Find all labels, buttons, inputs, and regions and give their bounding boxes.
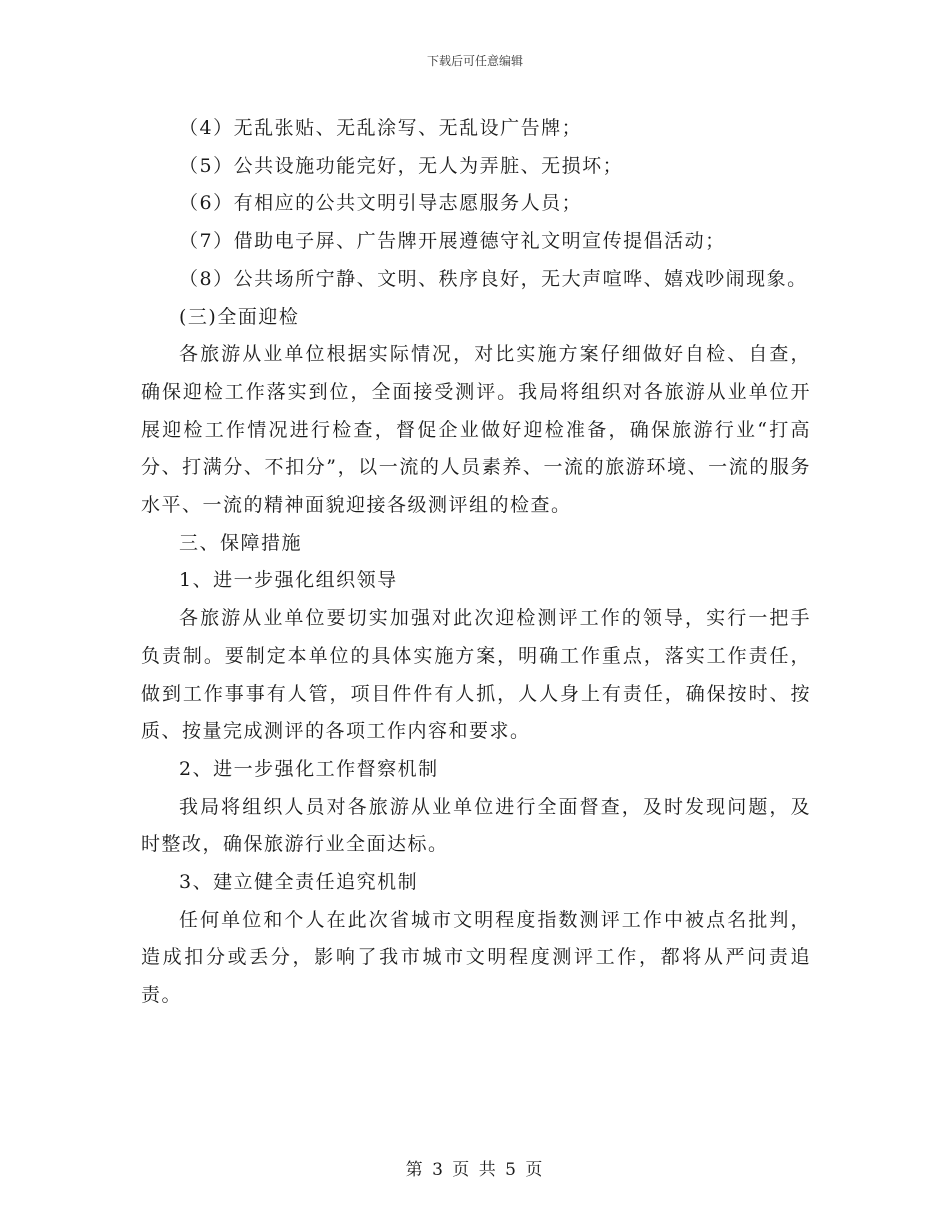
subheading-1: 1、进一步强化组织领导 [179,569,398,592]
document-body [141,110,811,1015]
body-paragraph: 任何单位和个人在此次省城市文明程度指数测评工作中被点名批判，造成扣分或丢分，影响了我市城市文明程度测评工作，都将从严问责追责。 [141,908,811,1007]
list-item-7: （7）借助电子屏、广告牌开展遵德守礼文明宣传提倡活动； [179,230,726,253]
page-number: 第 3 页 共 5 页 [405,1160,545,1180]
body-paragraph: 我局将组织人员对各旅游从业单位进行全面督查，及时发现问题，及时整改，确保旅游行业全面达标。 [141,795,811,856]
section-heading-3: (三)全面迎检 [179,305,300,328]
list-item-8: （8）公共场所宁静、文明、秩序良好，无大声喧哗、嬉戏吵闹现象。 [179,267,808,290]
page-header: 下载后可任意编辑 [426,54,523,68]
subheading-3: 3、建立健全责任追究机制 [179,871,419,894]
body-paragraph: 各旅游从业单位要切实加强对此次迎检测评工作的领导，实行一把手负责制。要制定本单位的具体实施方案，明确工作重点，落实工作责任，做到工作事事有人管，项目件件有人抓，人人身上有责任，确保按时、按质、按量完成测评的各项工作内容和要求。 [141,607,811,743]
body-paragraph: 各旅游从业单位根据实际情况，对比实施方案仔细做好自检、自查，确保迎检工作落实到位，全面接受测评。我局将组织对各旅游从业单位开展迎检工作情况进行检查，督促企业做好迎检准备，确保旅游行业“打高分、打满分、不扣分”，以一流的人员素养、一流的旅游环境、一流的服务水平、一流的精神面貌迎接各级测评组的检查。 [141,343,811,517]
section-heading-guarantee: 三、保障措施 [179,531,303,554]
list-item-6: （6）有相应的公共文明引导志愿服务人员； [179,192,583,215]
list-item-5: （5）公共设施功能完好，无人为弄脏、无损坏； [179,154,624,177]
subheading-2: 2、进一步强化工作督察机制 [179,757,439,780]
list-item-4: （4）无乱张贴、无乱涂写、无乱设广告牌； [179,117,583,139]
